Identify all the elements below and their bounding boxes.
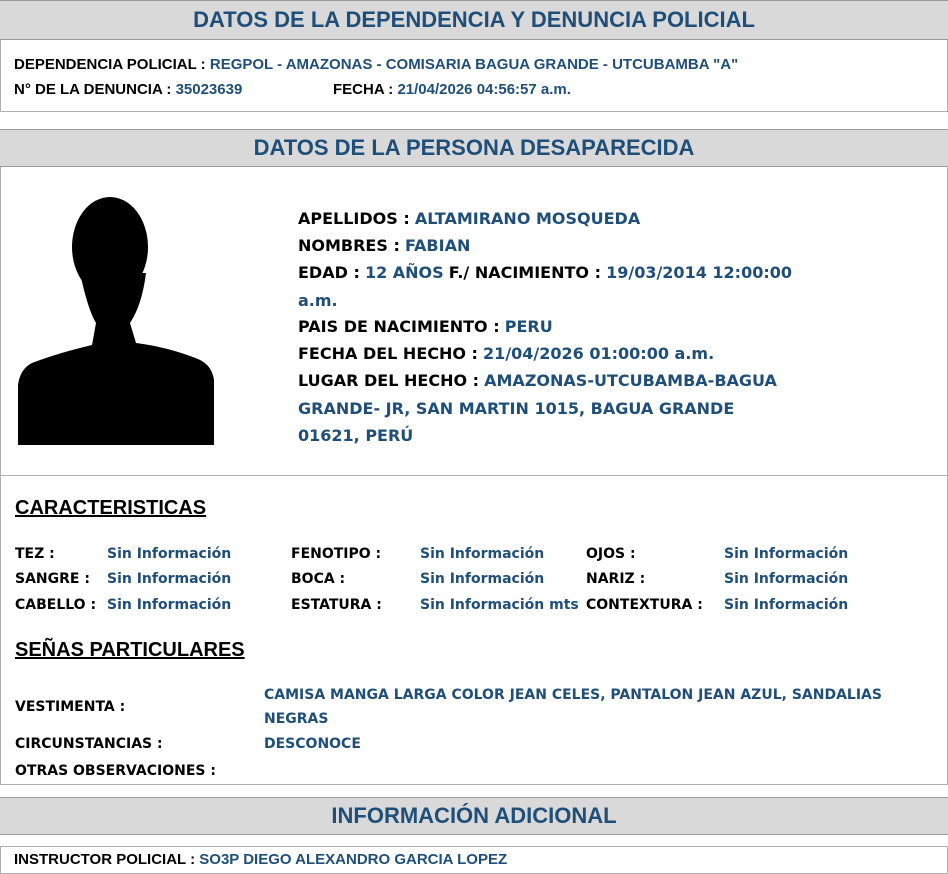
section-header-dependencia [0, 0, 948, 40]
caracteristicas-heading: CARACTERISTICAS [15, 497, 207, 519]
caracteristica-label: SANGRE : [15, 571, 90, 587]
lugar-row-3 [298, 426, 413, 445]
lugar-value-line2: GRANDE- JR, SAN MARTIN 1015, BAGUA GRANDE [298, 399, 735, 418]
vestimenta-label: VESTIMENTA : [15, 699, 126, 715]
section-title-persona: DATOS DE LA PERSONA DESAPARECIDA [253, 135, 695, 160]
fecha-hecho-label: FECHA DEL HECHO : [298, 344, 478, 363]
vestimenta-value-line1: CAMISA MANGA LARGA COLOR JEAN CELES, PANTALON JEAN AZUL, SANDALIAS [264, 687, 882, 703]
dependencia-row [14, 56, 738, 73]
circunstancias-value: DESCONOCE [264, 736, 361, 752]
caracteristica-label: TEZ : [15, 546, 55, 562]
fecha-value: 21/04/2026 04:56:57 a.m. [397, 81, 571, 98]
vestimenta-value-line2: NEGRAS [264, 711, 329, 727]
apellidos-row [298, 209, 640, 228]
caracteristica-label: BOCA : [291, 571, 346, 587]
section-header-persona [0, 129, 948, 167]
circunstancias-label: CIRCUNSTANCIAS : [15, 736, 163, 752]
section-title-dependencia: DATOS DE LA DEPENDENCIA Y DENUNCIA POLICIAL [193, 7, 755, 32]
nacimiento-label: F./ NACIMIENTO : [448, 263, 601, 282]
nombres-row [298, 236, 470, 255]
instructor-row [14, 851, 507, 868]
caracteristica-label: CONTEXTURA : [586, 597, 703, 613]
lugar-value-line3: 01621, PERÚ [298, 426, 414, 445]
edad-value: 12 AÑOS [364, 263, 444, 282]
fecha-hecho-value: 21/04/2026 01:00:00 a.m. [483, 344, 715, 363]
denuncia-label: N° DE LA DENUNCIA : [14, 81, 172, 98]
caracteristica-value: Sin Información [107, 597, 232, 613]
caracteristica-label: ESTATURA : [291, 597, 382, 613]
apellidos-value: ALTAMIRANO MOSQUEDA [414, 209, 641, 228]
dependencia-value: REGPOL - AMAZONAS - COMISARIA BAGUA GRANDE - UTCUBAMBA "A" [209, 56, 739, 73]
edad-row [298, 263, 792, 282]
instructor-value: SO3P DIEGO ALEXANDRO GARCIA LOPEZ [199, 851, 508, 868]
caracteristica-label: CABELLO : [15, 597, 97, 613]
lugar-value-line1: AMAZONAS-UTCUBAMBA-BAGUA [484, 371, 777, 390]
caracteristica-label: FENOTIPO : [291, 546, 382, 562]
lugar-row-2 [298, 399, 734, 418]
nacimiento-value-line2: a.m. [298, 291, 338, 310]
dependencia-label: DEPENDENCIA POLICIAL : [14, 56, 206, 73]
caracteristica-value: Sin Información [724, 597, 849, 613]
nombres-value: FABIAN [404, 236, 471, 255]
fecha-label: FECHA : [333, 81, 394, 98]
lugar-label: LUGAR DEL HECHO : [298, 371, 480, 390]
fecha-hecho-row [298, 344, 714, 363]
nacimiento-continued [298, 291, 338, 310]
caracteristica-value: Sin Información [107, 571, 232, 587]
caracteristica-label: OJOS : [586, 546, 636, 562]
denuncia-row [14, 81, 242, 98]
pais-row [298, 317, 553, 336]
edad-label: EDAD : [298, 263, 360, 282]
caracteristica-value: Sin Información [724, 546, 849, 562]
nacimiento-value: 19/03/2014 12:00:00 [606, 263, 792, 282]
pais-value: PERU [504, 317, 553, 336]
denuncia-value: 35023639 [175, 81, 243, 98]
caracteristica-value: Sin Información [107, 546, 232, 562]
senas-heading: SEÑAS PARTICULARES [15, 639, 245, 661]
caracteristica-label: NARIZ : [586, 571, 646, 587]
apellidos-label: APELLIDOS : [298, 209, 410, 228]
fecha-row [333, 81, 571, 98]
nombres-label: NOMBRES : [298, 236, 400, 255]
otras-observaciones-label: OTRAS OBSERVACIONES : [15, 763, 216, 779]
caracteristica-value: Sin Información [724, 571, 849, 587]
instructor-label: INSTRUCTOR POLICIAL : [14, 851, 196, 868]
person-photo [18, 195, 214, 445]
caracteristica-value: Sin Información [420, 546, 545, 562]
dependencia-panel [0, 40, 948, 112]
caracteristica-value: Sin Información mts [420, 597, 579, 613]
section-title-adicional: INFORMACIÓN ADICIONAL [331, 803, 617, 828]
person-silhouette-icon [18, 195, 214, 445]
lugar-row [298, 371, 777, 390]
caracteristica-value: Sin Información [420, 571, 545, 587]
section-header-adicional [0, 797, 948, 835]
pais-label: PAIS DE NACIMIENTO : [298, 317, 500, 336]
